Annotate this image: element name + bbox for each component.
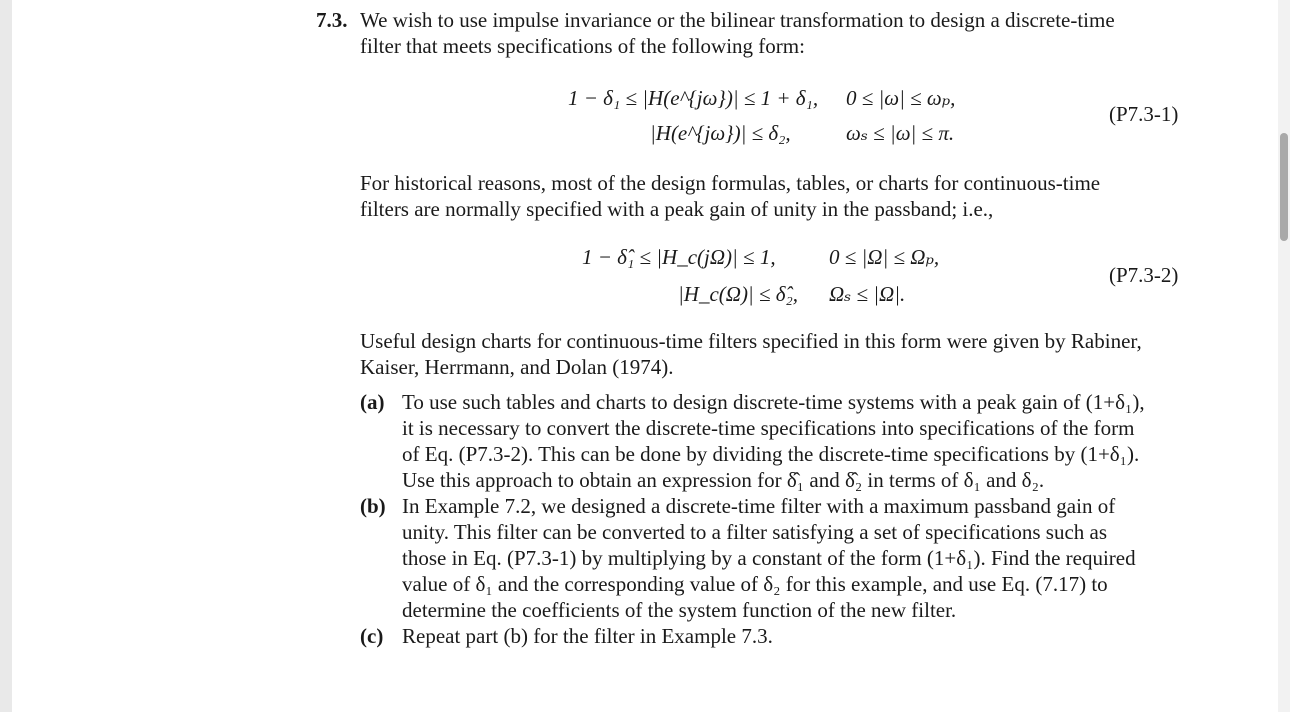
part-b-line-5: determine the coefficients of the system function of the new filter.	[402, 598, 957, 622]
part-a-line-2: it is necessary to convert the discrete-time specifications into specifications of the form	[402, 416, 1135, 440]
eq2-label: (P7.3-2)	[1109, 263, 1179, 287]
eq1-row2-left: |H(e^{jω})| ≤ δ₂,	[650, 121, 791, 145]
part-a-label: (a)	[360, 390, 385, 414]
intro-line-1: We wish to use impulse invariance or the bilinear transformation to design a discrete-time	[360, 8, 1115, 32]
scrollbar-track[interactable]	[1278, 0, 1290, 712]
eq2-row2-left: |H_c(Ω)| ≤ δ̂₂,	[678, 282, 799, 306]
scrollbar-thumb[interactable]	[1280, 133, 1288, 241]
para2-line-2: filters are normally specified with a peak gain of unity in the passband; i.e.,	[360, 197, 994, 221]
problem-number: 7.3.	[316, 8, 348, 32]
eq1-row2-right: ωₛ ≤ |ω| ≤ π.	[846, 121, 955, 145]
eq1-label: (P7.3-1)	[1109, 102, 1179, 126]
part-a-line-4: Use this approach to obtain an expression for δ̂₁ and δ̂₂ in terms of δ₁ and δ₂.	[402, 468, 1045, 492]
part-a-line-1: To use such tables and charts to design discrete-time systems with a peak gain of (1+δ₁),	[402, 390, 1145, 414]
part-c-line-1: Repeat part (b) for the filter in Example 7.3.	[402, 624, 773, 648]
eq1-row1-right: 0 ≤ |ω| ≤ ωₚ,	[846, 86, 956, 110]
part-b-line-2: unity. This filter can be converted to a filter satisfying a set of specifications such as	[402, 520, 1108, 544]
part-b-line-1: In Example 7.2, we designed a discrete-time filter with a maximum passband gain of	[402, 494, 1116, 518]
eq2-row2-right: Ωₛ ≤ |Ω|.	[829, 282, 906, 306]
eq1-row1-left: 1 − δ₁ ≤ |H(e^{jω})| ≤ 1 + δ₁,	[568, 86, 819, 110]
para2-line-1: For historical reasons, most of the design formulas, tables, or charts for continuous-time	[360, 171, 1101, 195]
intro-line-2: filter that meets specifications of the following form:	[360, 34, 805, 58]
part-a-line-3: of Eq. (P7.3-2). This can be done by dividing the discrete-time specifications by (1+δ₁).	[402, 442, 1140, 466]
eq2-row1-right: 0 ≤ |Ω| ≤ Ωₚ,	[829, 245, 940, 269]
part-b-line-4: value of δ₁ and the corresponding value of δ₂ for this example, and use Eq. (7.17) to	[402, 572, 1108, 596]
part-c-label: (c)	[360, 624, 384, 648]
part-b-label: (b)	[360, 494, 386, 518]
part-b-line-3: those in Eq. (P7.3-1) by multiplying by a constant of the form (1+δ₁). Find the required	[402, 546, 1136, 570]
para3-line-1: Useful design charts for continuous-time filters specified in this form were given by Rabiner,	[360, 329, 1142, 353]
para3-line-2: Kaiser, Herrmann, and Dolan (1974).	[360, 355, 674, 379]
eq2-row1-left: 1 − δ̂₁ ≤ |H_c(jΩ)| ≤ 1,	[582, 245, 776, 269]
